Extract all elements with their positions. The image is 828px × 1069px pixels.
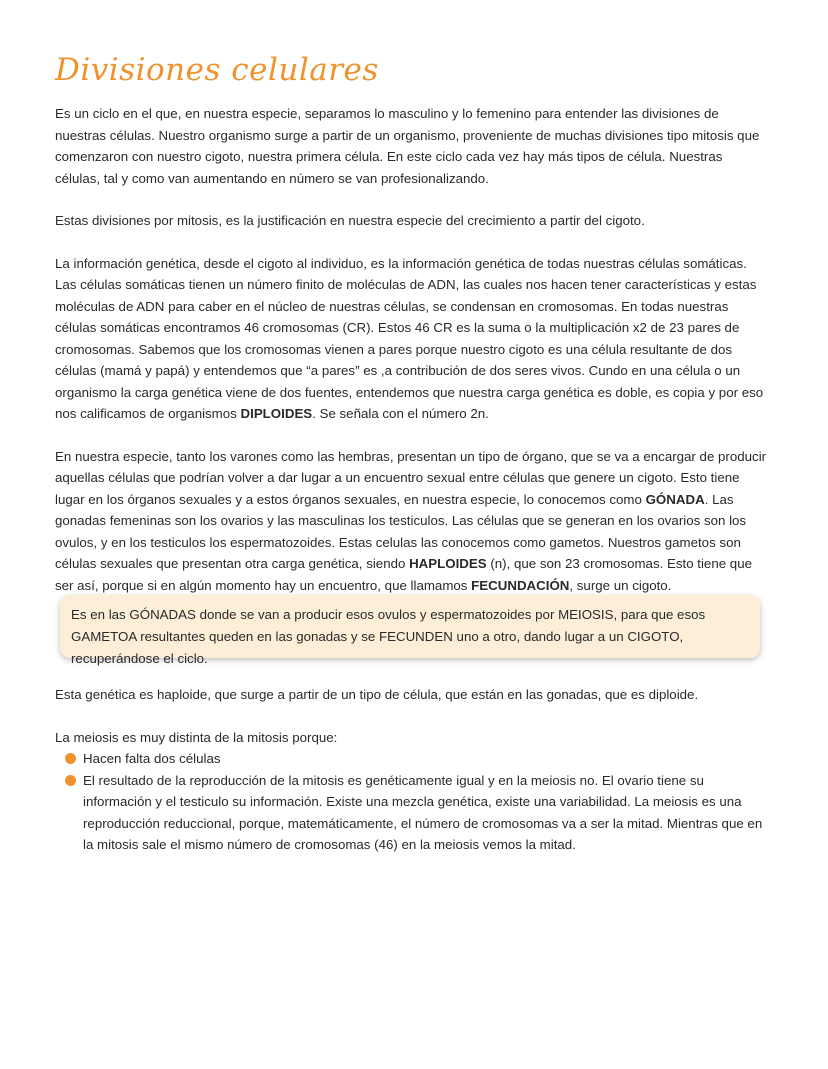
bullet-dot-icon <box>65 753 76 764</box>
list-item <box>55 748 767 770</box>
text-segment: . Las gonadas femeninas son los ovarios y las masculinas los testiculos. Las células que se generan en los ovarios son los ovulos, y en los testiculos los espermatozoides. Estas celulas las conocemos como gametos. Nuestros gametos son células sexuales que presentan otra carga genética, siendo <box>55 491 747 571</box>
paragraph-mitosis: Estas divisiones por mitosis, es la justificación en nuestra especie del crecimiento a partir del cigoto. <box>55 213 645 228</box>
list-item <box>55 770 767 856</box>
term-gonada: GÓNADA <box>645 491 705 507</box>
text-segment: (n), que son 23 cromosomas. Esto tiene que ser así, porque si en algún momento hay un encuentro, que llamamos <box>55 556 752 593</box>
text-segment: . Se señala con el número 2n. <box>312 406 489 421</box>
paragraph-somatic-cells <box>55 274 767 425</box>
callout-box <box>60 595 760 666</box>
term-haploides: HAPLOIDES <box>409 556 487 571</box>
paragraph-intro: Es un ciclo en el que, en nuestra especie, separamos lo masculino y lo femenino para entender las divisiones de nuestras células. Nuestro organismo surge a partir de un organismo, proveniente de muchas divisiones tipo mitosis que comenzaron con nuestro cigoto, nuestra primera célula. En este ciclo cada vez hay más tipos de célula. Nuestras células, tal y como van aumentando en número se van profesionalizando. <box>55 106 760 186</box>
paragraph-haploid: Esta genética es haploide, que surge a partir de un tipo de célula, que están en las gonadas, que es diploide. <box>55 687 699 702</box>
text-segment: , surge un cigoto. <box>569 577 672 593</box>
list-item-text: Hacen falta dos células <box>83 751 221 766</box>
paragraph-meiosis-intro: La meiosis es muy distinta de la mitosis porque: <box>55 729 338 745</box>
term-fecundacion: FECUNDACIÓN <box>471 577 570 593</box>
body-text <box>55 103 767 596</box>
paragraph-gonads <box>55 446 767 597</box>
callout-text: Es en las GÓNADAS donde se van a producir esos ovulos y espermatozoides por MEIOSIS, para que esos GAMETOA resultantes queden en las gonadas y se FECUNDEN uno a otro, dando lugar a un CIGOTO, recuperándose el ciclo. <box>71 607 706 666</box>
body-text-continued <box>55 684 767 856</box>
page-title: Divisiones celulares <box>55 52 379 88</box>
text-segment: En nuestra especie, tanto los varones como las hembras, presentan un tipo de órgano, que se va a encargar de producir aquellas células que podrían volver a dar lugar a un encuentro sexual entre células que genere un cigoto. Esto tiene lugar en los órganos sexuales y a estos órganos sexuales, en nuestra especie, lo conocemos como <box>55 448 767 507</box>
text-segment: Las células somáticas tienen un número finito de moléculas de ADN, las cuales nos hacen tener características y estas moléculas de ADN para caber en el núcleo de nuestras células, se condensan en cromosomas. En todas nuestras células somáticas encontramos 46 cromosomas (CR). Estos 46 CR es la suma o la multiplicación x2 de 23 pares de cromosomas. Sabemos que los cromosomas vienen a pares porque nuestro cigoto es una célula resultante de dos células (mamá y papá) y entendemos que “a pares” es ,a contribución de dos seres vivos. Cundo en una célula o un organismo la carga genética viene de dos fuentes, entendemos que nuestra carga genética es doble, es copia y por eso nos calificamos de organismos <box>55 277 764 421</box>
bullet-dot-icon <box>65 775 76 786</box>
bullet-list <box>55 748 767 856</box>
list-item-text: El resultado de la reproducción de la mitosis es genéticamente igual y en la meiosis no. El ovario tiene su información y el testiculo su información. Existe una mezcla genética, existe una variabilidad. La meiosis es una reproducción reduccional, porque, matemáticamente, el número de cromosomas va a ser la mitad. Mientras que en la mitosis sale el mismo número de cromosomas (46) en la meiosis vemos la mitad. <box>83 772 763 852</box>
term-diploides: DIPLOIDES <box>240 406 313 421</box>
paragraph-genetic-info: La información genética, desde el cigoto al individuo, es la información genética de todas nuestras células somáticas. <box>55 255 747 271</box>
